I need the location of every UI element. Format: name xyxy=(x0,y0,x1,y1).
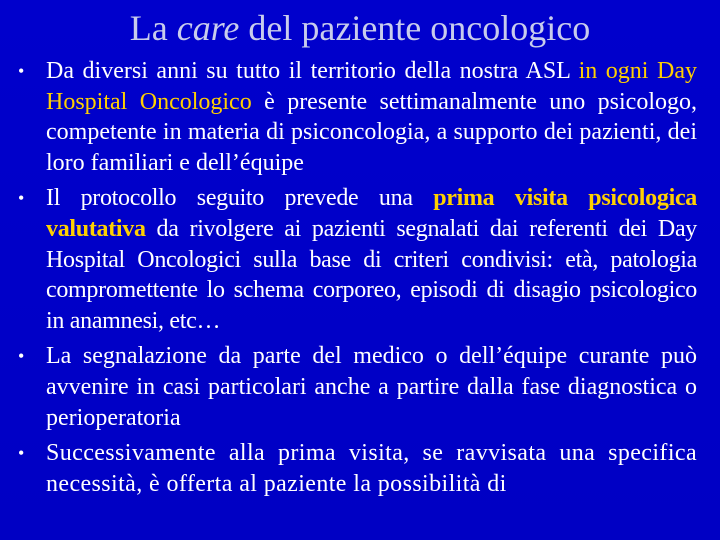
bullet-1-text-start: Da diversi anni su tutto il territorio della nostra ASL xyxy=(46,58,579,84)
title-suffix: del paziente oncologico xyxy=(239,8,591,48)
slide-title xyxy=(0,6,720,50)
bullet-list xyxy=(0,56,720,499)
title-prefix: La xyxy=(129,8,177,48)
bullet-dot-icon: • xyxy=(18,443,25,464)
bullet-2-highlight: prima visita psicologica valutativa xyxy=(46,185,697,242)
bullet-item-1 xyxy=(0,56,720,178)
bullet-3-text: La segnalazione da parte del medico o dell’équipe curante può avvenire in casi particolari anche a partire dalla fase diagnostica o perioperatoria xyxy=(46,343,697,431)
bullet-item-2 xyxy=(0,183,720,336)
bullet-2-text-end: da rivolgere ai pazienti segnalati dai referenti dei Day Hospital Oncologici sulla base di criteri condivisi: età, patologia compromettente lo schema corporeo, episodi di disagio psicologico in anamnesi, etc… xyxy=(46,215,697,334)
bullet-dot-icon: • xyxy=(18,61,25,81)
bullet-dot-icon: • xyxy=(18,188,25,209)
bullet-item-4 xyxy=(0,438,720,499)
bullet-2-text-start: Il protocollo seguito prevede una xyxy=(46,185,434,212)
bullet-1-highlight: in ogni Day Hospital Oncologico xyxy=(46,58,697,115)
bullet-item-3 xyxy=(0,341,720,433)
title-emphasis: care xyxy=(176,8,240,48)
bullet-1-text-end: è presente settimanalmente uno psicologo, competente in materia di psiconcologia, a supporto dei pazienti, dei loro familiari e dell’équipe xyxy=(46,88,697,176)
bullet-dot-icon: • xyxy=(18,346,25,367)
bullet-4-text: Successivamente alla prima visita, se ravvisata una specifica necessità, è offerta al paziente la possibilità di xyxy=(46,440,697,497)
